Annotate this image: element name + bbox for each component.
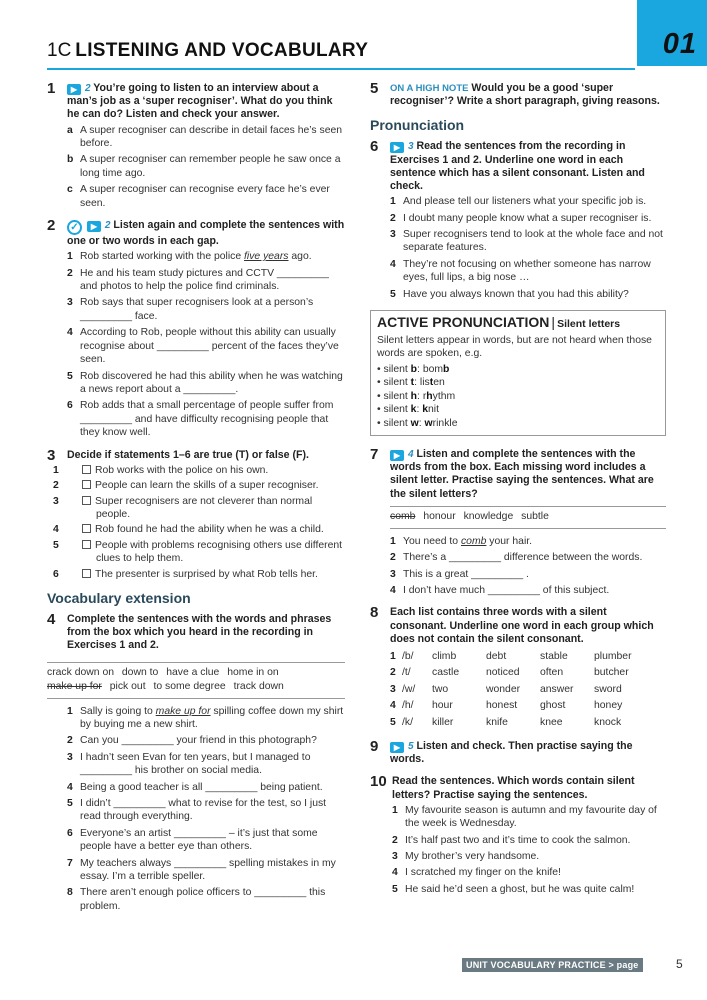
option-list — [67, 124, 345, 210]
word[interactable]: wonder — [486, 683, 521, 695]
phrase-option: have a clue — [166, 666, 220, 678]
statement-item: 1 Rob works with the police on his own. — [53, 464, 269, 476]
sentence-list — [47, 705, 345, 914]
exercise-instruction — [67, 82, 345, 122]
active-pronunciation-text: Silent letters appear in words, but are not heard when those words are spoken, e.g. — [377, 335, 652, 360]
sentence-item[interactable]: 2 It’s half past two and it’s time to cook the salmon. — [392, 834, 631, 846]
sentence-item[interactable]: 4 Being a good teacher is all _________ being patient. — [67, 781, 323, 793]
exercise-instruction — [390, 740, 666, 766]
sentence-item[interactable]: 6 Everyone’s an artist _________ – it’s just that some people have a better eye than others. — [67, 827, 318, 853]
phrase-option-used: make up for — [47, 680, 102, 692]
instruction-text: Complete the sentences with the words and phrases from the box which you heard in the recording in Exercises 1 and 2. — [67, 612, 332, 652]
word[interactable]: knee — [540, 716, 563, 728]
sentence-item: 1 Rob started working with the police five years ago. — [67, 251, 312, 263]
word[interactable]: butcher — [594, 667, 629, 679]
unit-vocabulary-practice-link[interactable]: UNIT VOCABULARY PRACTICE > page 11 — [462, 958, 643, 972]
instruction-text: Decide if statements 1–6 are true (T) or false (F). — [67, 448, 309, 461]
sentence-item[interactable]: 4 I scratched my finger on the knife! — [392, 867, 561, 879]
exercise-number: 6 — [370, 138, 379, 156]
audio-track-number: 4 — [407, 448, 414, 460]
silent-letter-item: • silent w: wrinkle — [377, 417, 458, 429]
word[interactable]: ghost — [540, 700, 566, 712]
sentence-item[interactable]: 3 Rob says that super recognisers look at a person’s _________ face. — [67, 297, 314, 322]
active-pronunciation-heading: ACTIVE PRONUNCIATION | Silent letters — [377, 314, 621, 331]
sentence-list — [67, 250, 345, 439]
phrase-option: to some degree — [153, 680, 226, 692]
silent-letter-item: • silent b: bomb — [377, 363, 450, 375]
option-item[interactable]: c A super recogniser can recognise every face he’s ever seen. — [67, 184, 330, 209]
sentence-item[interactable]: 3 My brother’s very handsome. — [392, 851, 540, 863]
word-option-used: comb — [390, 510, 416, 522]
checkbox[interactable] — [82, 480, 91, 489]
sentence-item[interactable]: 1 And please tell our listeners what your specific job is. — [390, 196, 647, 208]
word[interactable]: climb — [432, 650, 457, 662]
sentence-item[interactable]: 3 This is a great _________ . — [390, 568, 529, 580]
exercise-5 — [370, 82, 666, 108]
exercise-7 — [370, 445, 666, 597]
audio-speaker-icon[interactable]: ▶ — [390, 450, 404, 461]
lesson-code: 1C — [47, 40, 72, 61]
exercise-3 — [47, 446, 345, 581]
statement-item: 5 People with problems recognising others use different clues to help them. — [53, 539, 343, 565]
phoneme: /b/ — [402, 650, 414, 662]
checkbox[interactable] — [82, 524, 91, 533]
word-option: subtle — [521, 510, 549, 522]
sentence-item: 1 Sally is going to make up for spilling coffee down my shirt by buying me a new shirt. — [67, 705, 344, 730]
phoneme: /w/ — [402, 683, 416, 695]
unit-number: 01 — [662, 28, 697, 60]
title-divider — [47, 68, 635, 70]
sentence-item[interactable]: 4 They’re not focusing on whether someone has narrow eyes, full lips, a big nose … — [390, 258, 651, 284]
phrase-option: pick out — [109, 680, 146, 692]
exercise-4 — [47, 610, 345, 653]
silent-letter-list — [377, 363, 661, 430]
instruction-text: Would you be a good ‘super recogniser’? Write a short paragraph, giving reasons. — [390, 82, 660, 108]
statement-item: 3 Super recognisers are not cleverer than normal people. — [53, 495, 313, 520]
phoneme: /k/ — [402, 716, 413, 728]
section-heading-vocabulary: Vocabulary extension — [47, 589, 191, 606]
audio-track-number: 2 — [104, 220, 111, 232]
exercise-instruction — [390, 82, 666, 108]
word[interactable]: sword — [594, 683, 622, 695]
silent-letter-item: • silent t: listen — [377, 377, 445, 389]
instruction-text: Listen and check. Then practise saying the words. — [390, 739, 633, 766]
audio-speaker-icon[interactable]: ▶ — [390, 742, 404, 753]
word-group-row: 1 /b/ climb debt stable plumber — [390, 649, 648, 665]
true-false-list — [53, 464, 345, 581]
word-option: knowledge — [463, 510, 514, 522]
sentence-list — [390, 195, 666, 301]
exercise-2 — [47, 219, 345, 439]
option-item[interactable]: b A super recogniser can remember people he saw once a long time ago. — [67, 154, 341, 179]
exercise-number: 10 — [370, 773, 387, 791]
statement-item: 4 Rob found he had the ability when he was a child. — [53, 524, 324, 536]
sentence-item[interactable]: 5 Have you always known that you had this ability? — [390, 288, 629, 300]
section-heading-pronunciation: Pronunciation — [370, 117, 465, 134]
checkbox[interactable] — [82, 496, 91, 505]
instruction-text: Listen and complete the sentences with the words from the box. Each missing word includes a silent letter. Practise saying the sentences. What are the silent letters? — [390, 447, 654, 500]
example-answer: make up for — [155, 705, 211, 717]
word[interactable]: noticed — [486, 667, 520, 679]
word[interactable]: two — [432, 683, 449, 695]
left-column — [47, 82, 345, 916]
word-option: honour — [423, 510, 456, 522]
sentence-item[interactable]: 7 My teachers always _________ spelling mistakes in my essay. I’m a terrible speller. — [67, 857, 336, 883]
exercise-number: 1 — [47, 80, 56, 97]
statement-item: 2 People can learn the skills of a super recogniser. — [53, 480, 319, 492]
word[interactable]: plumber — [594, 650, 632, 662]
word[interactable]: knock — [594, 716, 622, 728]
exercise-number: 2 — [47, 217, 56, 235]
instruction-text: Each list contains three words with a silent consonant. Underline one word in each group which does not contain the silent consonant. — [390, 606, 654, 645]
word[interactable]: castle — [432, 667, 460, 679]
instruction-text: You’re going to listen to an interview about a man’s job as a ‘super recogniser’. What do you think he can do? Listen and check your answer. — [67, 82, 333, 121]
page-title — [47, 40, 368, 62]
instruction-text: Read the sentences from the recording in Exercises 1 and 2. Underline one word in each sentence which has a silent consonant. Listen and check. — [390, 140, 645, 193]
exercise-instruction — [67, 219, 345, 248]
phrase-option: home in on — [227, 666, 279, 678]
sentence-item[interactable]: 5 He said he’d seen a ghost, but he was quite calm! — [392, 883, 635, 895]
example-answer: comb — [460, 535, 487, 547]
exercise-number: 9 — [370, 737, 379, 755]
exercise-8 — [370, 606, 666, 731]
sentence-item[interactable]: 5 I didn’t _________ what to revise for the test, so I just read through everything. — [67, 798, 327, 823]
exercise-number: 4 — [47, 610, 56, 628]
sentence-item[interactable]: 4 I don’t have much _________ of this subject. — [390, 584, 610, 596]
word[interactable]: honey — [594, 700, 623, 712]
word-group-row: 4 /h/ hour honest ghost honey — [390, 698, 648, 714]
word[interactable]: debt — [486, 650, 507, 662]
phrase-box — [47, 662, 345, 699]
word-group-row: 3 /w/ two wonder answer sword — [390, 682, 648, 698]
word[interactable]: killer — [432, 716, 454, 728]
phoneme: /t/ — [402, 667, 411, 679]
exercise-number: 8 — [370, 604, 379, 622]
exercise-number: 3 — [47, 446, 56, 464]
sentence-item[interactable]: 3 I hadn’t seen Evan for ten years, but I managed to _________ his brother on social media. — [67, 751, 311, 777]
exercise-1 — [47, 82, 345, 210]
audio-track-number: 2 — [84, 83, 91, 94]
page-number: 5 — [676, 957, 683, 971]
phoneme: /h/ — [402, 700, 414, 712]
exercise-9 — [370, 737, 666, 766]
high-note-label: ON A HIGH NOTE — [390, 83, 469, 94]
instruction-text: Listen again and complete the sentences with one or two words in each gap. — [67, 219, 345, 248]
word[interactable]: knife — [486, 716, 508, 728]
audio-speaker-icon[interactable]: ▶ — [390, 142, 404, 153]
checkbox[interactable] — [82, 465, 91, 474]
word-group-table — [390, 649, 648, 731]
sentence-item[interactable]: 2 Can you _________ your friend in this photograph? — [67, 735, 317, 747]
exercise-10 — [370, 775, 666, 896]
phrase-option: track down — [233, 680, 284, 692]
exercise-number: 5 — [370, 80, 379, 97]
statement-item: 6 The presenter is surprised by what Rob tells her. — [53, 568, 318, 580]
exercise-number: 7 — [370, 445, 379, 463]
sentence-item[interactable]: 5 Rob discovered he had this ability when he was watching a news report about a _________. — [67, 370, 343, 395]
right-column — [370, 82, 666, 905]
audio-track-number: 5 — [407, 740, 414, 752]
exercise-instruction — [390, 140, 666, 193]
exercise-6 — [370, 140, 666, 301]
checkbox[interactable] — [82, 540, 91, 549]
example-answer: five years — [244, 251, 289, 263]
sentence-list — [392, 804, 666, 896]
word[interactable]: stable — [540, 650, 568, 662]
checkbox[interactable] — [82, 569, 91, 578]
sentence-item[interactable]: 2 There’s a _________ difference between the words. — [390, 552, 643, 564]
checkmark-icon: ✓ — [67, 220, 82, 235]
phrase-option: down to — [121, 666, 159, 678]
audio-track-number: 3 — [407, 141, 414, 153]
sentence-list — [390, 535, 666, 598]
audio-speaker-icon[interactable]: ▶ — [67, 84, 81, 95]
sentence-item[interactable]: 4 According to Rob, people without this ability can usually recognise about _________ percent of the faces they’ve seen. — [67, 327, 339, 366]
exercise-instruction — [390, 448, 666, 501]
lesson-title: LISTENING AND VOCABULARY — [75, 40, 369, 61]
phrase-option: crack down on — [47, 666, 114, 678]
word[interactable]: answer — [540, 683, 574, 695]
active-pronunciation-box — [370, 310, 666, 436]
sentence-item: 1 You need to comb your hair. — [390, 535, 533, 547]
word[interactable]: often — [540, 667, 564, 679]
word-group-row: 5 /k/ killer knife knee knock — [390, 715, 648, 731]
word[interactable]: hour — [432, 700, 453, 712]
instruction-text: Read the sentences. Which words contain silent letters? Practise saying the sentences. — [392, 775, 635, 801]
word-box — [390, 506, 666, 529]
sentence-item[interactable]: 6 Rob adds that a small percentage of people suffer from _________ and have difficulty recognising people that they know well. — [67, 400, 334, 439]
sentence-item[interactable]: 2 I doubt many people know what a super recogniser is. — [390, 212, 652, 224]
sentence-item[interactable]: 3 Super recognisers tend to look at the whole face and not separate features. — [390, 229, 663, 254]
word[interactable]: honest — [486, 700, 518, 712]
word-group-row: 2 /t/ castle noticed often butcher — [390, 665, 648, 681]
silent-letter-item: • silent k: knit — [377, 404, 439, 416]
sentence-item[interactable]: 8 There aren’t enough police officers to _________ this problem. — [67, 887, 326, 912]
sentence-item[interactable]: 1 My favourite season is autumn and my favourite day of the week is Wednesday. — [392, 804, 657, 830]
audio-speaker-icon[interactable]: ▶ — [87, 221, 101, 232]
sentence-item[interactable]: 2 He and his team study pictures and CCTV _________ and photos to help the police find criminals. — [67, 267, 329, 293]
silent-letter-item: • silent h: rhythm — [377, 390, 456, 402]
option-item[interactable]: a A super recogniser can describe in detail faces he’s seen before. — [67, 124, 343, 150]
